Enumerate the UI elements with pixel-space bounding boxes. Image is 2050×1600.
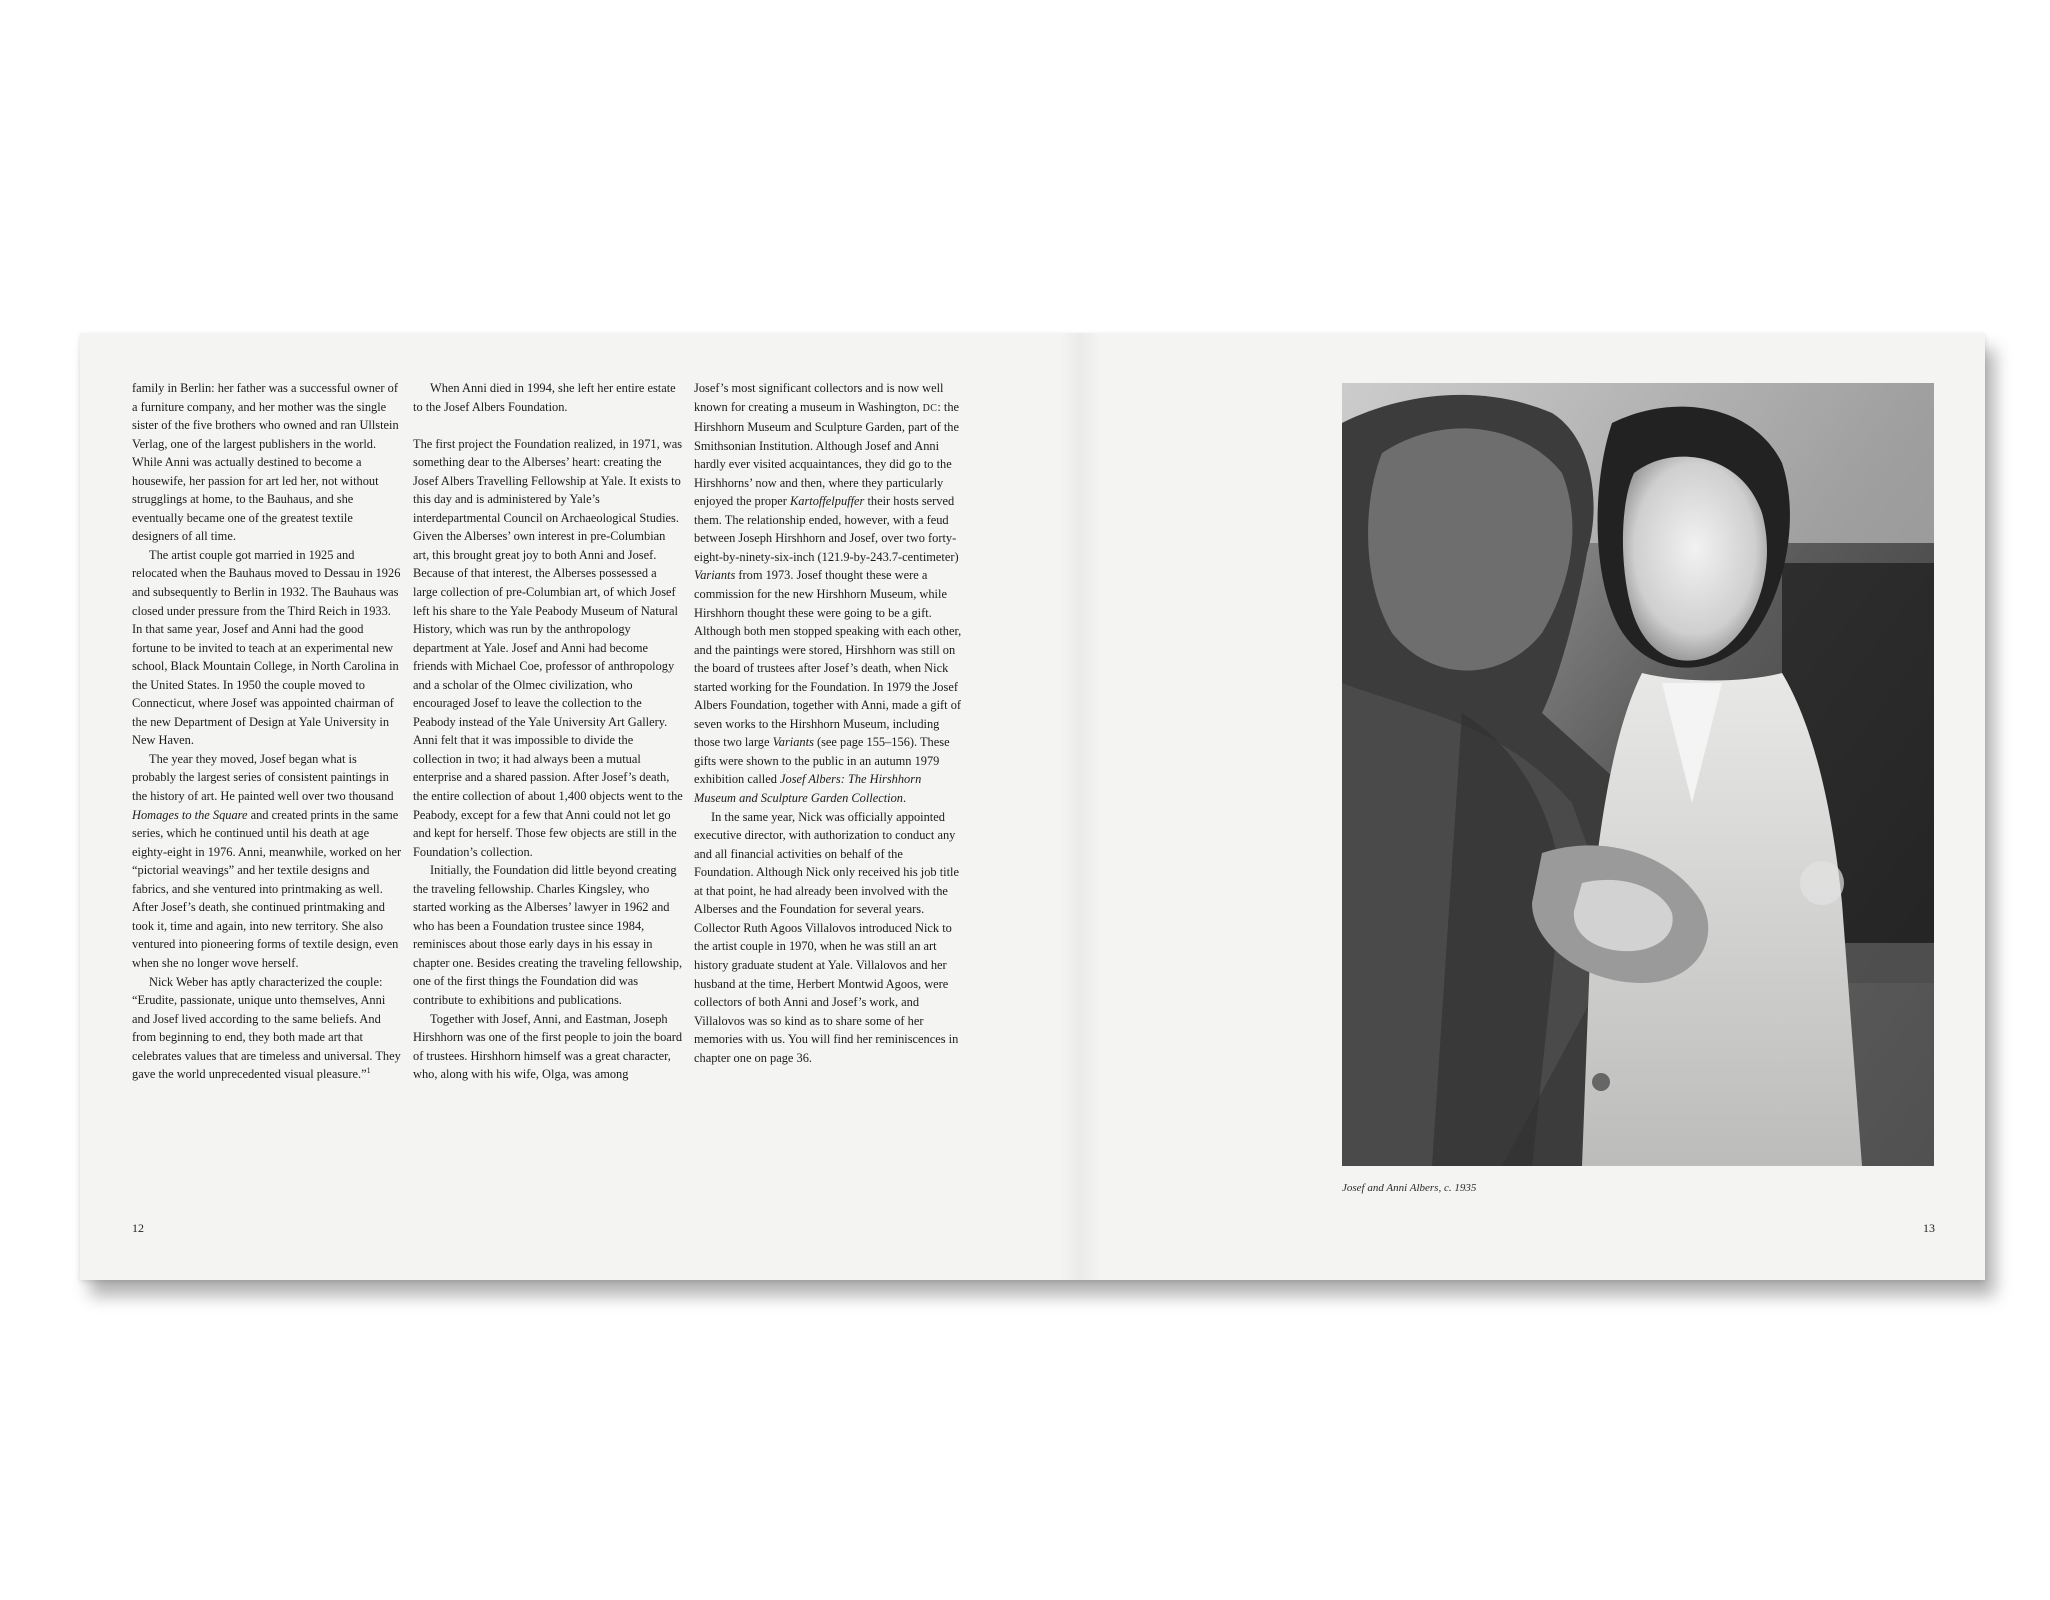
paragraph: Josef’s most significant collectors and is now well known for creating a museum in Washington, DC: the Hirshhorn Museum and Sculpture Garden, part of the Smithsonian Institution. Although Josef and Anni hardly ever visited acquaintances, they did go to the Hirshhorns’ now and then, where they particularly enjoyed the proper Kartoffelpuffer their hosts served them. The relationship ended, however, with a feud between Joseph Hirshhorn and Josef, over two forty-eight-by-ninety-six-inch (121.9-by-243.7-centimeter) Variants from 1973. Josef thought these were a commission for the new Hirshhorn Museum, while Hirshhorn thought these were going to be a gift. Although both men stopped speaking with each other, and the paintings were stored, Hirshhorn was still on the board of trustees after Josef’s death, when Nick started working for the Foundation. In 1979 the Josef Albers Foundation, together with Anni, made a gift of seven works to the Hirshhorn Museum, including those two large Variants (see page 155–156). These gifts were shown to the public in an autumn 1979 exhibition called Josef Albers: The Hirshhorn Museum and Sculpture Garden Collection. bbox=[694, 381, 962, 806]
paragraph: The artist couple got married in 1925 and relocated when the Bauhaus moved to Dessau in 1926 and subsequently to Berlin in 1932. The Bauhaus was closed under pressure from the Third Reich in 1933. In that same year, Josef and Anni had the good fortune to be invited to teach at an experimental new school, Black Mountain College, in North Carolina in the United States. In 1950 the couple moved to Connecticut, where Josef was appointed chairman of the new Department of Design at Yale University in New Haven. bbox=[132, 547, 401, 748]
book-spread bbox=[80, 333, 1985, 1280]
paragraph: In the same year, Nick was officially appointed executive director, with authorization to conduct any and all financial activities on behalf of the Foundation. Although Nick only received his job title at that point, he had already been involved with the Alberses and the Foundation for several years. Collector Ruth Agoos Villalovos introduced Nick to the artist couple in 1970, when he was still an art history graduate student at Yale. Villalovos and her husband at the time, Herbert Montwid Agoos, were collectors of both Anni and Josef’s work, and Villalovos was so kind as to share some of her memories with us. You will find her reminiscences in chapter one on page 36. bbox=[694, 809, 959, 1065]
paragraph: The first project the Foundation realized, in 1971, was something dear to the Alberses’ heart: creating the Josef Albers Travelling Fellowship at Yale. It exists to this day and is administered by Yale’s interdepartmental Council on Archaeological Studies. Given the Alberses’ own interest in pre-Columbian art, this brought great joy to both Anni and Josef. Because of that interest, the Alberses possessed a large collection of pre-Columbian art, of which Josef left his share to the Yale Peabody Museum of Natural History, which was run by the anthropology department at Yale. Josef and Anni had become friends with Michael Coe, professor of anthropology and a scholar of the Olmec civilization, who encouraged Josef to leave the collection to the Peabody instead of the Yale University Art Gallery. Anni felt that it was impossible to divide the collection in two; it had always been a mutual enterprise and a shared passion. After Josef’s death, the entire collection of about 1,400 objects went to the Peabody, except for a few that Anni could not let go and kept for herself. Those few objects are still in the Foundation’s collection. bbox=[413, 436, 683, 859]
text-column-1 bbox=[132, 379, 402, 1084]
photograph-albers-couple bbox=[1342, 383, 1934, 1166]
text-column-3 bbox=[694, 379, 964, 1067]
paragraph: Nick Weber has aptly characterized the couple: “Erudite, passionate, unique unto themselves, Anni and Josef lived according to the same beliefs. And from beginning to end, they both made art that celebrates values that are timeless and universal. They gave the world unprecedented visual pleasure.”$^1$ bbox=[132, 974, 401, 1082]
page-number-left: 12 bbox=[132, 1221, 144, 1235]
paragraph: The year they moved, Josef began what is probably the largest series of consistent paintings in the history of art. He painted well over two thousand Homages to the Square and created prints in the same series, which he continued until his death at age eighty-eight in 1976. Anni, meanwhile, worked on her “pictorial weavings” and her textile designs and fabrics, and she ventured into printmaking as well. After Josef’s death, she continued printmaking and took it, time and again, into new territory. She also ventured into pioneering forms of textile design, even when she no longer wove herself. bbox=[132, 751, 402, 970]
paragraph: family in Berlin: her father was a successful owner of a furniture company, and her mother was the single sister of the five brothers who owned and ran Ullstein Verlag, one of the largest publishers in the world. While Anni was actually destined to become a housewife, her passion for art led her, not without strugglings at home, to the Bauhaus, and she eventually became one of the greatest textile designers of all time. bbox=[132, 381, 399, 544]
paragraph: When Anni died in 1994, she left her entire estate to the Josef Albers Foundation. bbox=[413, 381, 676, 414]
gutter-shadow bbox=[1060, 333, 1100, 1280]
paragraph: Initially, the Foundation did little beyond creating the traveling fellowship. Charles Kingsley, who started working as the Alberses’ lawyer in 1962 and who has been a Foundation trustee since 1984, reminisces about those early days in his essay in chapter one. Besides creating the traveling fellowship, one of the first things the Foundation did was contribute to exhibitions and publications. bbox=[413, 863, 683, 1007]
paragraph: Together with Josef, Anni, and Eastman, Joseph Hirshhorn was one of the first people to join the board of trustees. Hirshhorn himself was a great character, who, along with his wife, Olga, was among bbox=[413, 1011, 683, 1082]
page-number-right: 13 bbox=[1923, 1221, 1935, 1235]
photo-caption: Josef and Anni Albers, c. 1935 bbox=[1342, 1182, 1477, 1194]
text-column-2 bbox=[413, 379, 683, 1084]
